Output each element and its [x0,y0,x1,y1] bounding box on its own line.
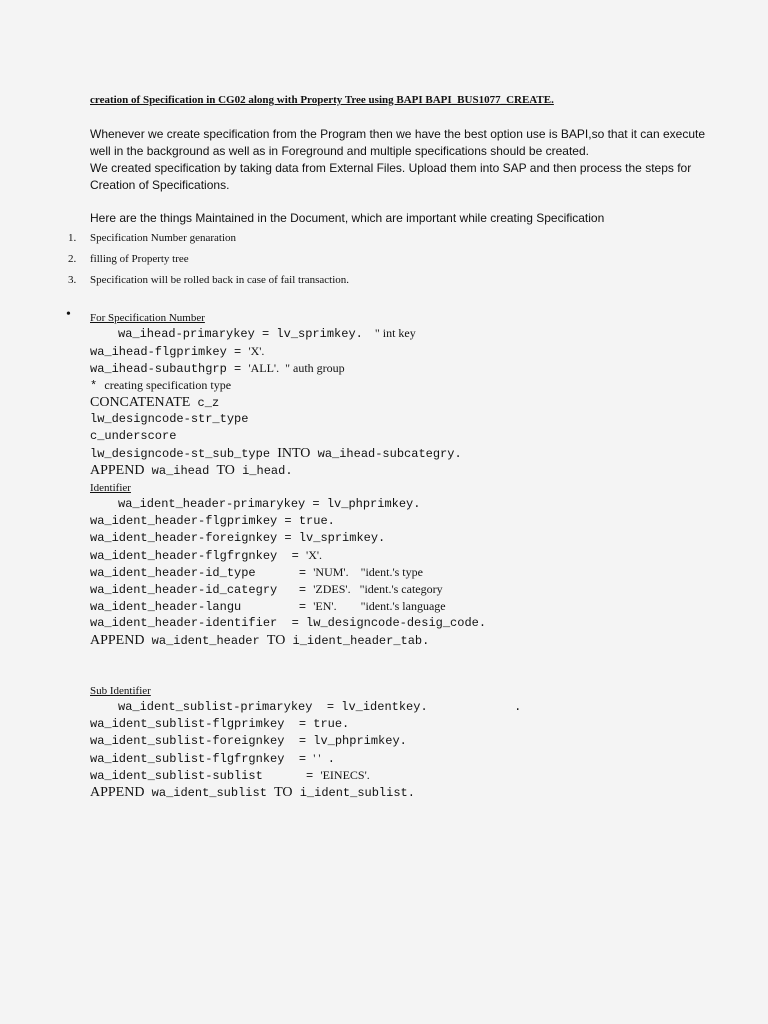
code-string: 'ZDES'. "ident.'s category [313,582,443,596]
code-keyword: APPEND [90,463,145,478]
code-keyword: APPEND [90,785,145,800]
code-line [90,733,407,750]
code-line [90,564,423,581]
code-text: wa_ihead [144,464,217,478]
code-text: * [90,379,105,393]
code-text: i_ident_sublist. [292,786,415,800]
code-text: wa_ident_header-primarykey = lv_phprimkey. [118,497,421,511]
paragraph-line: We created specification by taking data from External Files. Upload them into SAP and then process the steps for [90,161,692,175]
code-text: c_z [190,396,220,410]
section-heading: Identifier [90,482,131,494]
section-heading: Sub Identifier [90,685,151,697]
code-text: wa_ihead-primarykey = lv_sprimkey. [118,327,363,341]
code-text: wa_ident_sublist-primarykey = lv_identkey. . [118,700,522,714]
list-number: 1. [68,232,77,244]
code-comment: creating specification type [104,378,232,392]
list-number: 2. [68,253,77,265]
section-heading: For Specification Number [90,312,205,324]
code-line [90,716,349,733]
code-text: lw_designcode-st_sub_type [90,447,278,461]
list-text: filling of Property tree [90,253,189,265]
code-keyword: TO [266,633,286,648]
code-line [90,530,385,547]
intro-text: Here are the things Maintained in the Document, which are important while creating Specification [90,211,605,225]
code-text: wa_ident_header-flgprimkey = true. [90,514,335,528]
code-comment: " int key [362,326,416,340]
code-text: wa_ident_header [144,634,267,648]
code-string: 'NUM'. "ident.'s type [313,565,423,579]
document-title: creation of Specification in CG02 along with Property Tree using BAPI BAPI_BUS1077_CREATE. [90,94,554,106]
code-text: wa_ident_sublist-flgprimkey = true. [90,717,350,731]
code-line [90,513,335,530]
code-keyword: APPEND [90,633,145,648]
code-line [118,496,420,513]
code-text: wa_ident_header-identifier = lw_designcode-desig_code. [90,616,487,630]
code-line [118,699,521,716]
paragraph-line: Creation of Specifications. [90,178,230,192]
code-line [90,394,219,411]
code-string: 'EINECS'. [320,768,370,782]
code-text: i_head. [234,464,293,478]
code-text: wa_ident_sublist-sublist = [90,769,321,783]
code-line [90,632,429,649]
paragraph-line: well in the background as well as in Foreground and multiple specifications should be created. [90,144,589,158]
code-line [90,547,322,564]
code-text: wa_ihead-subauthgrp = [90,362,249,376]
code-text: wa_ident_header-id_categry = [90,583,314,597]
code-line [90,615,486,632]
code-text: i_ident_header_tab. [285,634,430,648]
code-text: wa_ident_sublist-foreignkey = lv_phprimkey. [90,734,407,748]
code-text: wa_ihead-flgprimkey = [90,345,249,359]
code-text: wa_ident_header-flgfrgnkey = [90,549,307,563]
code-line [90,784,415,801]
code-string: 'EN'. "ident.'s language [313,599,446,613]
code-text: wa_ident_header-foreignkey = lv_sprimkey. [90,531,386,545]
code-line [90,598,446,615]
code-text: wa_ident_header-id_type = [90,566,314,580]
code-keyword: INTO [277,446,311,461]
code-string: 'X'. [248,344,265,358]
code-string: 'X'. [306,548,323,562]
code-line [90,428,176,445]
code-line [90,767,370,784]
bullet-icon: • [66,307,71,322]
code-line [90,445,462,462]
list-text: Specification will be rolled back in case of fail transaction. [90,274,350,286]
code-text: wa_ihead-subcategry. [310,447,462,461]
code-line [90,462,293,479]
code-text: lw_designcode-str_type [90,412,249,426]
code-keyword: TO [274,785,293,800]
code-text: . [320,752,335,766]
code-line [90,411,248,428]
code-string: 'ALL'. " auth group [248,361,345,375]
code-text: wa_ident_sublist [144,786,275,800]
list-text: Specification Number genaration [90,232,237,244]
code-string: ' ' [313,751,321,765]
code-line [90,377,231,394]
description-paragraph [90,126,705,194]
code-text: wa_ident_header-langu = [90,600,314,614]
code-line [90,750,335,767]
code-line [90,581,443,598]
code-text: wa_ident_sublist-flgfrgnkey = [90,752,314,766]
code-line [118,325,416,342]
code-line [90,343,264,360]
list-number: 3. [68,274,77,286]
code-text: c_underscore [90,429,177,443]
paragraph-line: Whenever we create specification from the Program then we have the best option use is BAPI,so that it can execute [90,127,705,141]
code-line [90,360,345,377]
code-keyword: TO [216,463,235,478]
code-keyword: CONCATENATE [90,395,191,410]
